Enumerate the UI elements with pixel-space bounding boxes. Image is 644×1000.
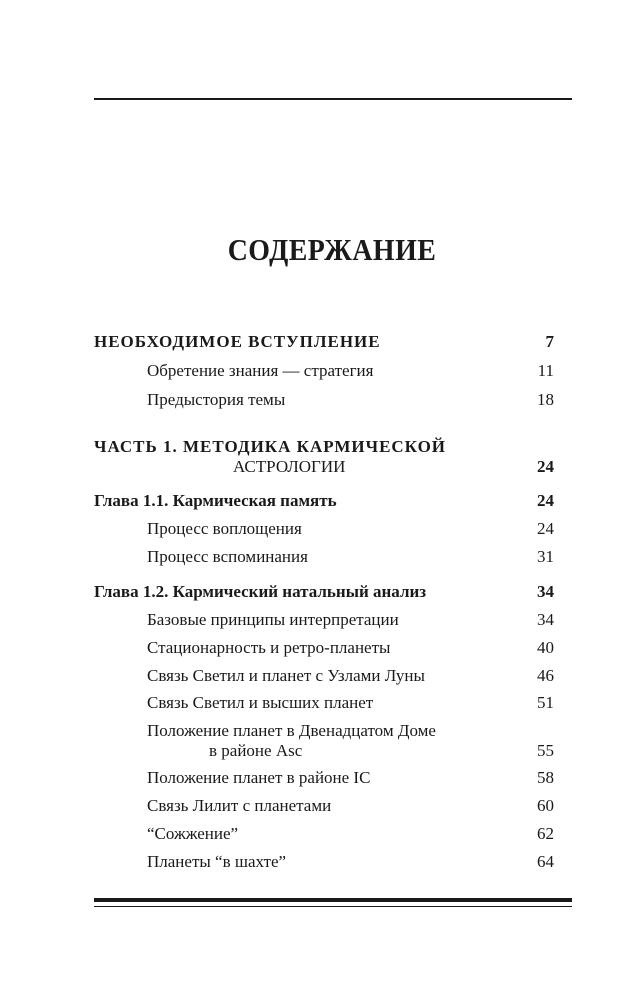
toc-entry-label: НЕОБХОДИМОЕ ВСТУПЛЕНИЕ [94, 332, 381, 351]
toc-entry-page: 34 [537, 610, 554, 629]
toc-entry-label: Связь Лилит с планетами [147, 796, 332, 815]
toc-entry-label: Связь Светил и высших планет [147, 693, 374, 712]
toc-entry-label: Глава 1.1. Кармическая память [94, 491, 337, 510]
toc-entry-label-continued: в районе Asc [209, 741, 303, 760]
toc-entry-page: 7 [545, 332, 554, 351]
toc-entry-page: 64 [537, 852, 554, 871]
toc-entry-page: 40 [537, 638, 554, 657]
toc-entry-page: 51 [537, 693, 554, 712]
toc-entry-label: Процесс воплощения [147, 519, 302, 538]
toc-entry-label: Базовые принципы интерпретации [147, 610, 399, 629]
toc-entry-page: 46 [537, 666, 554, 685]
toc-entry-page: 11 [537, 361, 554, 380]
toc-entry-page: 24 [537, 519, 554, 538]
bottom-rule-thick [94, 898, 572, 902]
toc-entry-page: 24 [537, 457, 554, 476]
toc-entry-label: Связь Светил и планет с Узлами Луны [147, 666, 425, 685]
page-title: СОДЕРЖАНИЕ [227, 232, 437, 267]
toc-entry-page: 55 [537, 741, 554, 760]
bottom-rule-thin [94, 906, 572, 907]
top-rule [94, 98, 572, 100]
toc-entry-label: Предыстория темы [147, 390, 286, 409]
toc-entry-page: 62 [537, 824, 554, 843]
toc-entry-page: 31 [537, 547, 554, 566]
toc-entry-label: Планеты “в шахте” [147, 852, 287, 871]
toc-entry-label: Положение планет в Двенадцатом Доме [147, 721, 436, 740]
toc-entry-page: 58 [537, 768, 554, 787]
toc-entry-page: 60 [537, 796, 554, 815]
toc-entry-page: 34 [537, 582, 554, 601]
toc-entry-label: Глава 1.2. Кармический натальный анализ [94, 582, 427, 601]
toc-entry-label: Процесс вспоминания [147, 547, 308, 566]
toc-entry-label: ЧАСТЬ 1. МЕТОДИКА КАРМИЧЕСКОЙ [94, 437, 447, 456]
toc-entry-page: 18 [537, 390, 554, 409]
toc-entry-label-continued: АСТРОЛОГИИ [233, 457, 346, 476]
toc-entry-label: Стационарность и ретро-планеты [147, 638, 391, 657]
toc-entry-label: “Сожжение” [147, 824, 239, 843]
toc-entry-label: Обретение знания — стратегия [147, 361, 374, 380]
toc-entry-label: Положение планет в районе IC [147, 768, 371, 787]
toc-entry-page: 24 [537, 491, 554, 510]
